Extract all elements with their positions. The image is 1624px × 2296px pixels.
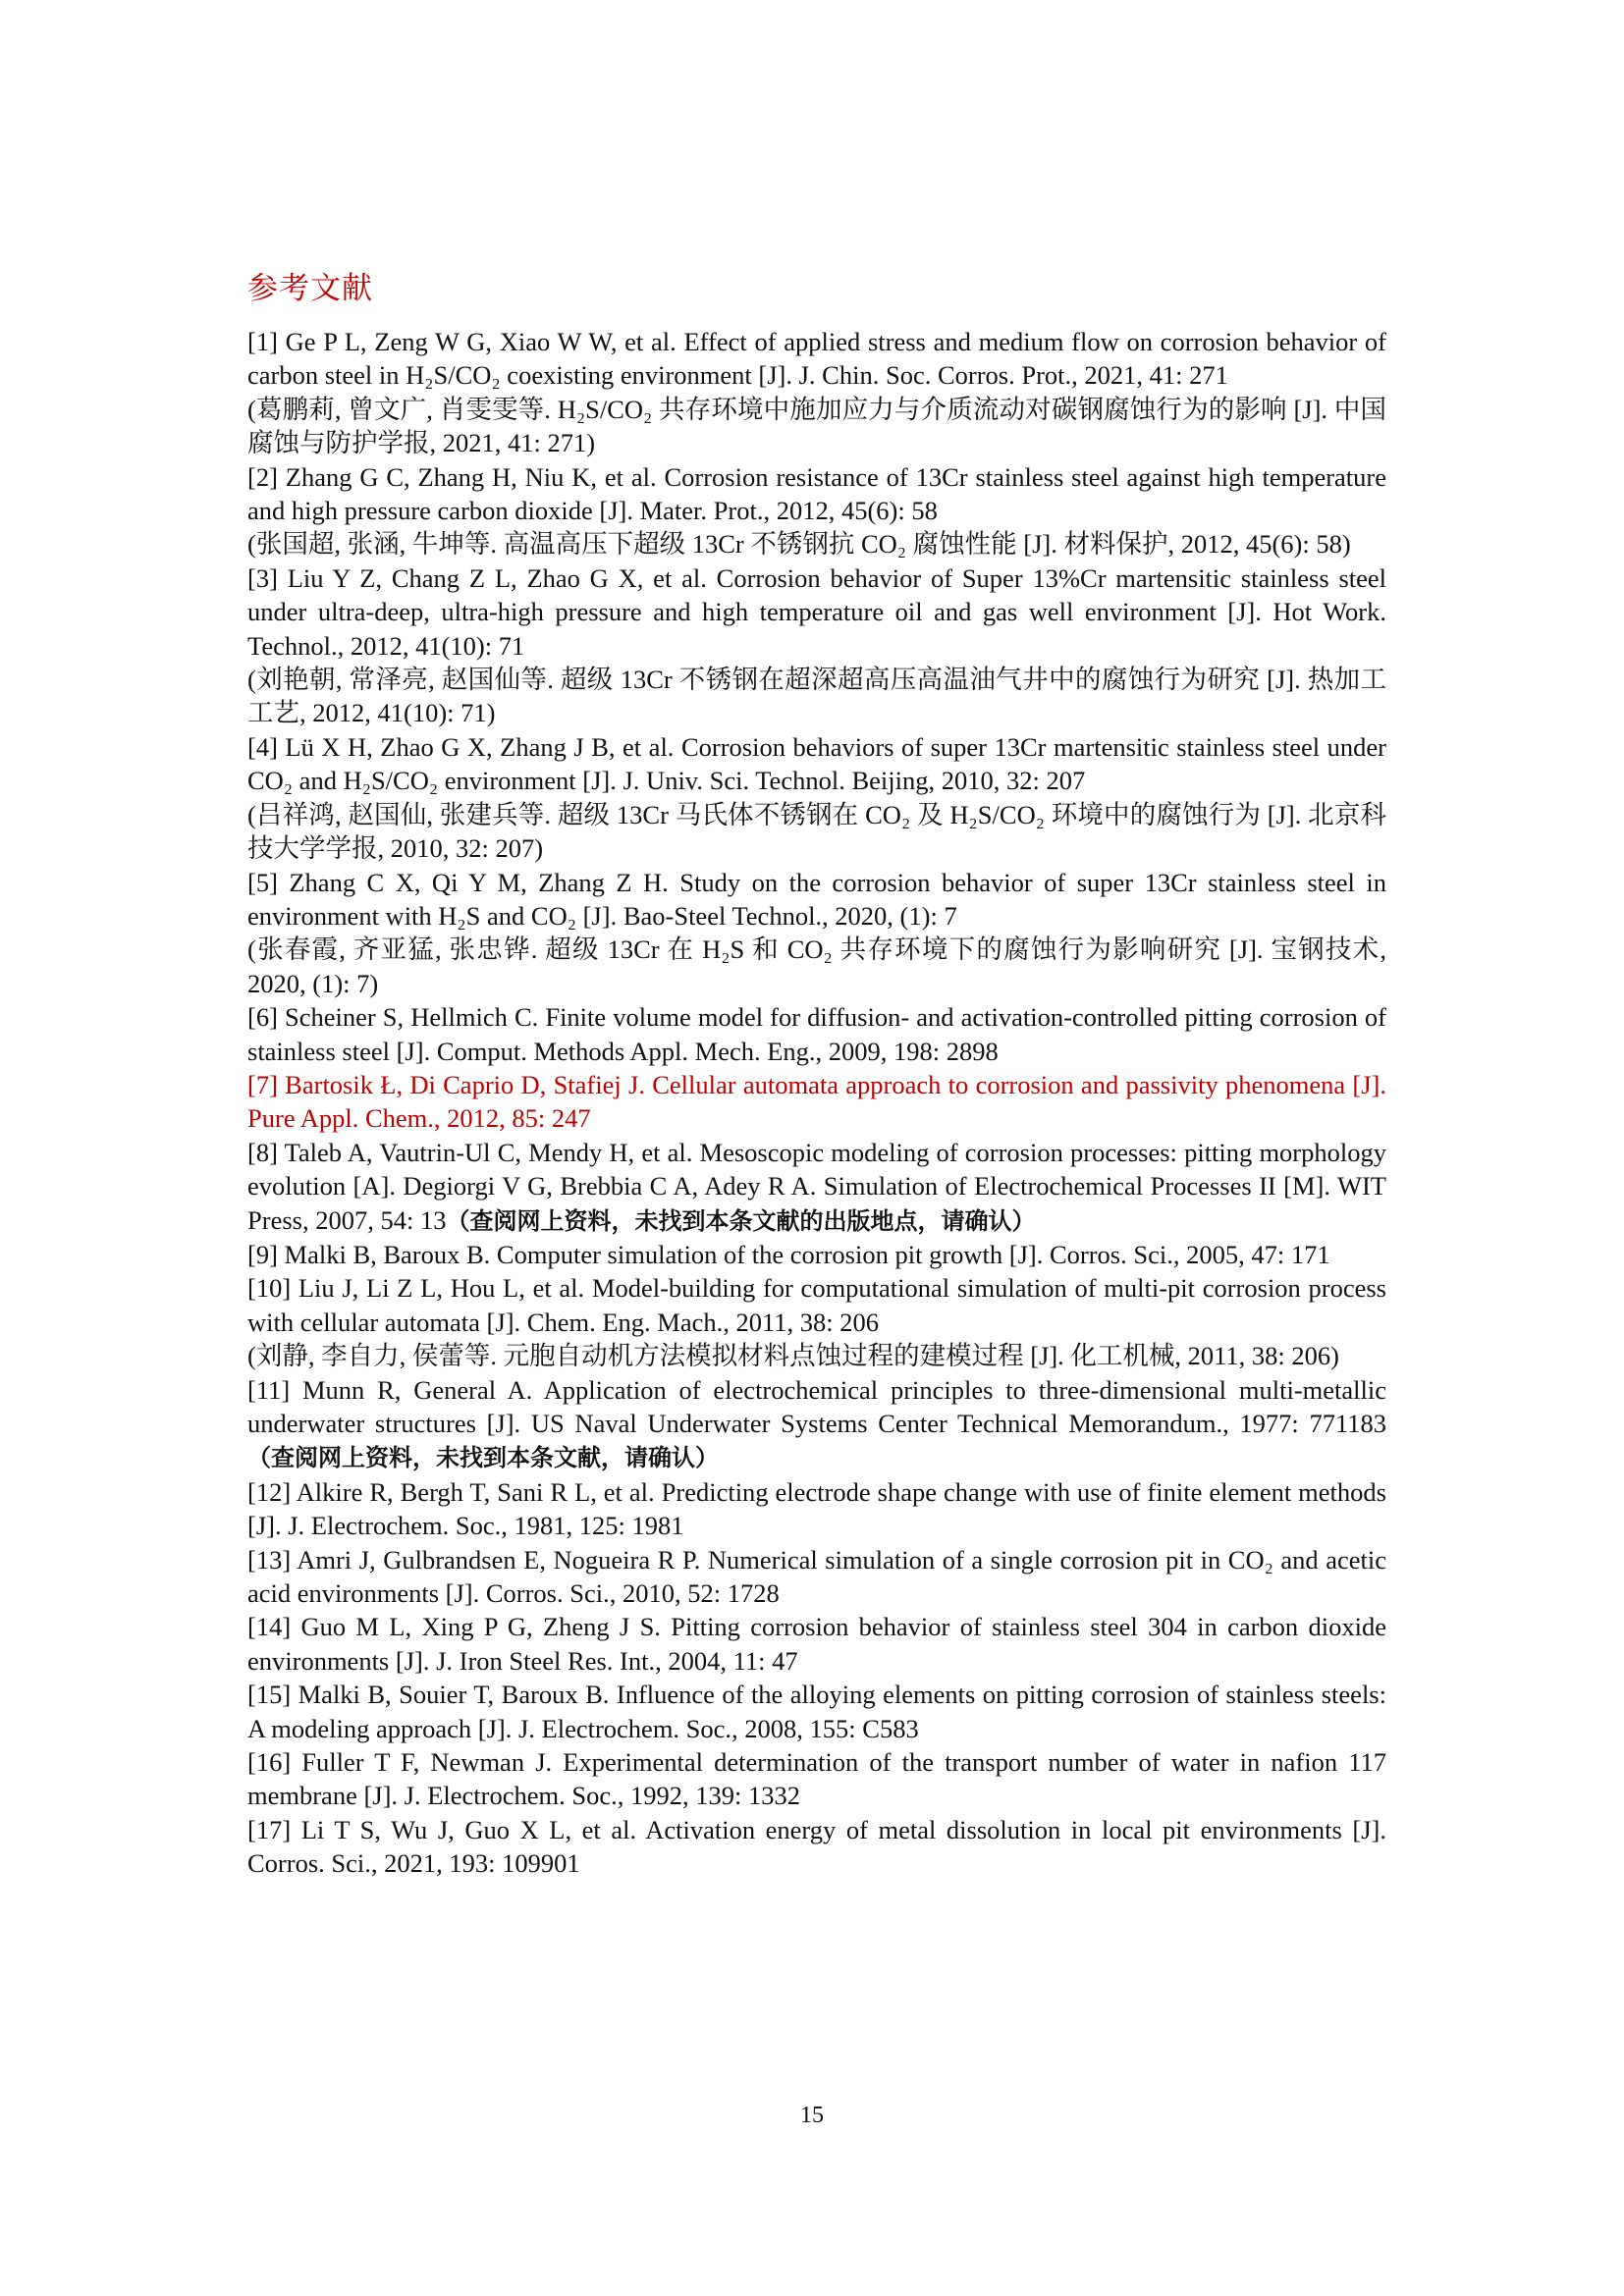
reference-item [247,1543,1386,1611]
reference-citation: [13] Amri J, Gulbrandsen E, Nogueira R P. Numerical simulation of a single corrosion pit in CO₂ and acetic acid environments [J]. Corros. Sci., 2010, 52: 1728 [247,1544,1386,1609]
editor-note: （查阅网上资料，未找到本条文献的出版地点，请确认） [446,1206,1036,1235]
reference-item [247,325,1386,460]
editor-note: （查阅网上资料，未找到本条文献，请确认） [247,1444,719,1472]
reference-citation: [7] Bartosik Ł, Di Caprio D, Stafiej J. Cellular automata approach to corrosion and passivity phenomena [J]. Pure Appl. Chem., 2012, 85: 247 [247,1069,1386,1134]
reference-citation: [11] Munn R, General A. Application of electrochemical principles to three-dimensional multi-metallic underwater structures [J]. US Naval Underwater Systems Center Technical Memorandum., 1977: 771183 [247,1374,1386,1438]
reference-item [247,460,1386,561]
reference-citation: [10] Liu J, Li Z L, Hou L, et al. Model-building for computational simulation of multi-pit corrosion process with cellular automata [J]. Chem. Eng. Mach., 2011, 38: 206 [247,1273,1386,1337]
references-heading: 参考文献 [247,271,373,306]
reference-chinese-translation: (葛鹏莉, 曾文广, 肖雯雯等. H₂S/CO₂ 共存环境中施加应力与介质流动对碳钢腐蚀行为的影响 [J]. 中国腐蚀与防护学报, 2021, 41: 271) [247,394,1386,458]
reference-item [247,1136,1386,1238]
reference-item [247,1068,1386,1136]
reference-chinese-translation: (吕祥鸿, 赵国仙, 张建兵等. 超级 13Cr 马氏体不锈钢在 CO₂ 及 H₂S/CO₂ 环境中的腐蚀行为 [J]. 北京科技大学学报, 2010, 32: 207) [247,799,1386,864]
reference-chinese-translation: (刘静, 李自力, 侯蕾等. 元胞自动机方法模拟材料点蚀过程的建模过程 [J]. 化工机械, 2011, 38: 206) [247,1341,1339,1371]
reference-item [247,1678,1386,1745]
reference-citation: [4] Lü X H, Zhao G X, Zhang J B, et al. Corrosion behaviors of super 13Cr martensitic stainless steel under CO₂ and H₂S/CO₂ environment [J]. J. Univ. Sci. Technol. Beijing, 2010, 32: 207 [247,731,1386,796]
reference-citation: [14] Guo M L, Xing P G, Zheng J S. Pitting corrosion behavior of stainless steel 304 in carbon dioxide environments [J]. J. Iron Steel Res. Int., 2004, 11: 47 [247,1612,1386,1676]
reference-citation: [15] Malki B, Souier T, Baroux B. Influence of the alloying elements on pitting corrosion of stainless steels: A modeling approach [J]. J. Electrochem. Soc., 2008, 155: C583 [247,1680,1386,1743]
reference-citation: [6] Scheiner S, Hellmich C. Finite volume model for diffusion- and activation-controlled pitting corrosion of stainless steel [J]. Comput. Methods Appl. Mech. Eng., 2009, 198: 2898 [247,1002,1386,1066]
reference-citation: [8] Taleb A, Vautrin-Ul C, Mendy H, et al. Mesoscopic modeling of corrosion processes: pitting morphology evolution [A]. Degiorgi V G, Brebbia C A, Adey R A. Simulation of Electrochemical Processes II [M]. WIT Press, 2007, 54: 13 [247,1137,1386,1235]
reference-item [247,1271,1386,1372]
reference-item [247,1813,1386,1881]
reference-item [247,730,1386,866]
reference-citation: [9] Malki B, Baroux B. Computer simulation of the corrosion pit growth [J]. Corros. Sci., 2005, 47: 171 [247,1239,1330,1269]
reference-list [247,325,1386,1881]
reference-item [247,866,1386,1001]
reference-citation: [3] Liu Y Z, Chang Z L, Zhao G X, et al. Corrosion behavior of Super 13%Cr martensitic stainless steel under ultra-deep, ultra-high pressure and high temperature oil and gas well environment [J]. Hot Work. Technol., 2012, 41(10): 71 [247,562,1386,661]
reference-chinese-translation: (刘艳朝, 常泽亮, 赵国仙等. 超级 13Cr 不锈钢在超深超高压高温油气井中的腐蚀行为研究 [J]. 热加工工艺, 2012, 41(10): 71) [247,665,1386,728]
document-page [247,263,1386,1881]
reference-chinese-translation: (张春霞, 齐亚猛, 张忠铧. 超级 13Cr 在 H₂S 和 CO₂ 共存环境下的腐蚀行为影响研究 [J]. 宝钢技术, 2020, (1): 7) [247,934,1386,998]
reference-citation: [5] Zhang C X, Qi Y M, Zhang Z H. Study on the corrosion behavior of super 13Cr stainless steel in environment with H₂S and CO₂ [J]. Bao-Steel Technol., 2020, (1): 7 [247,867,1386,931]
reference-item [247,1610,1386,1678]
reference-item [247,561,1386,730]
reference-item [247,1000,1386,1068]
reference-citation: [2] Zhang G C, Zhang H, Niu K, et al. Corrosion resistance of 13Cr stainless steel against high temperature and high pressure carbon dioxide [J]. Mater. Prot., 2012, 45(6): 58 [247,461,1386,526]
page-number: 15 [800,2103,824,2128]
reference-citation: [17] Li T S, Wu J, Guo X L, et al. Activation energy of metal dissolution in local pit environments [J]. Corros. Sci., 2021, 193: 109901 [247,1814,1386,1879]
reference-citation: [12] Alkire R, Bergh T, Sani R L, et al. Predicting electrode shape change with use of finite element methods [J]. J. Electrochem. Soc., 1981, 125: 1981 [247,1476,1386,1541]
reference-item [247,1238,1386,1271]
reference-chinese-translation: (张国超, 张涵, 牛坤等. 高温高压下超级 13Cr 不锈钢抗 CO₂ 腐蚀性能 [J]. 材料保护, 2012, 45(6): 58) [247,529,1351,560]
reference-item [247,1373,1386,1475]
reference-item [247,1475,1386,1543]
reference-citation: [1] Ge P L, Zeng W G, Xiao W W, et al. Effect of applied stress and medium flow on corrosion behavior of carbon steel in H₂S/CO₂ coexisting environment [J]. J. Chin. Soc. Corros. Prot., 2021, 41: 271 [247,327,1386,391]
reference-citation: [16] Fuller T F, Newman J. Experimental determination of the transport number of water in nafion 117 membrane [J]. J. Electrochem. Soc., 1992, 139: 1332 [247,1747,1386,1811]
reference-item [247,1745,1386,1813]
